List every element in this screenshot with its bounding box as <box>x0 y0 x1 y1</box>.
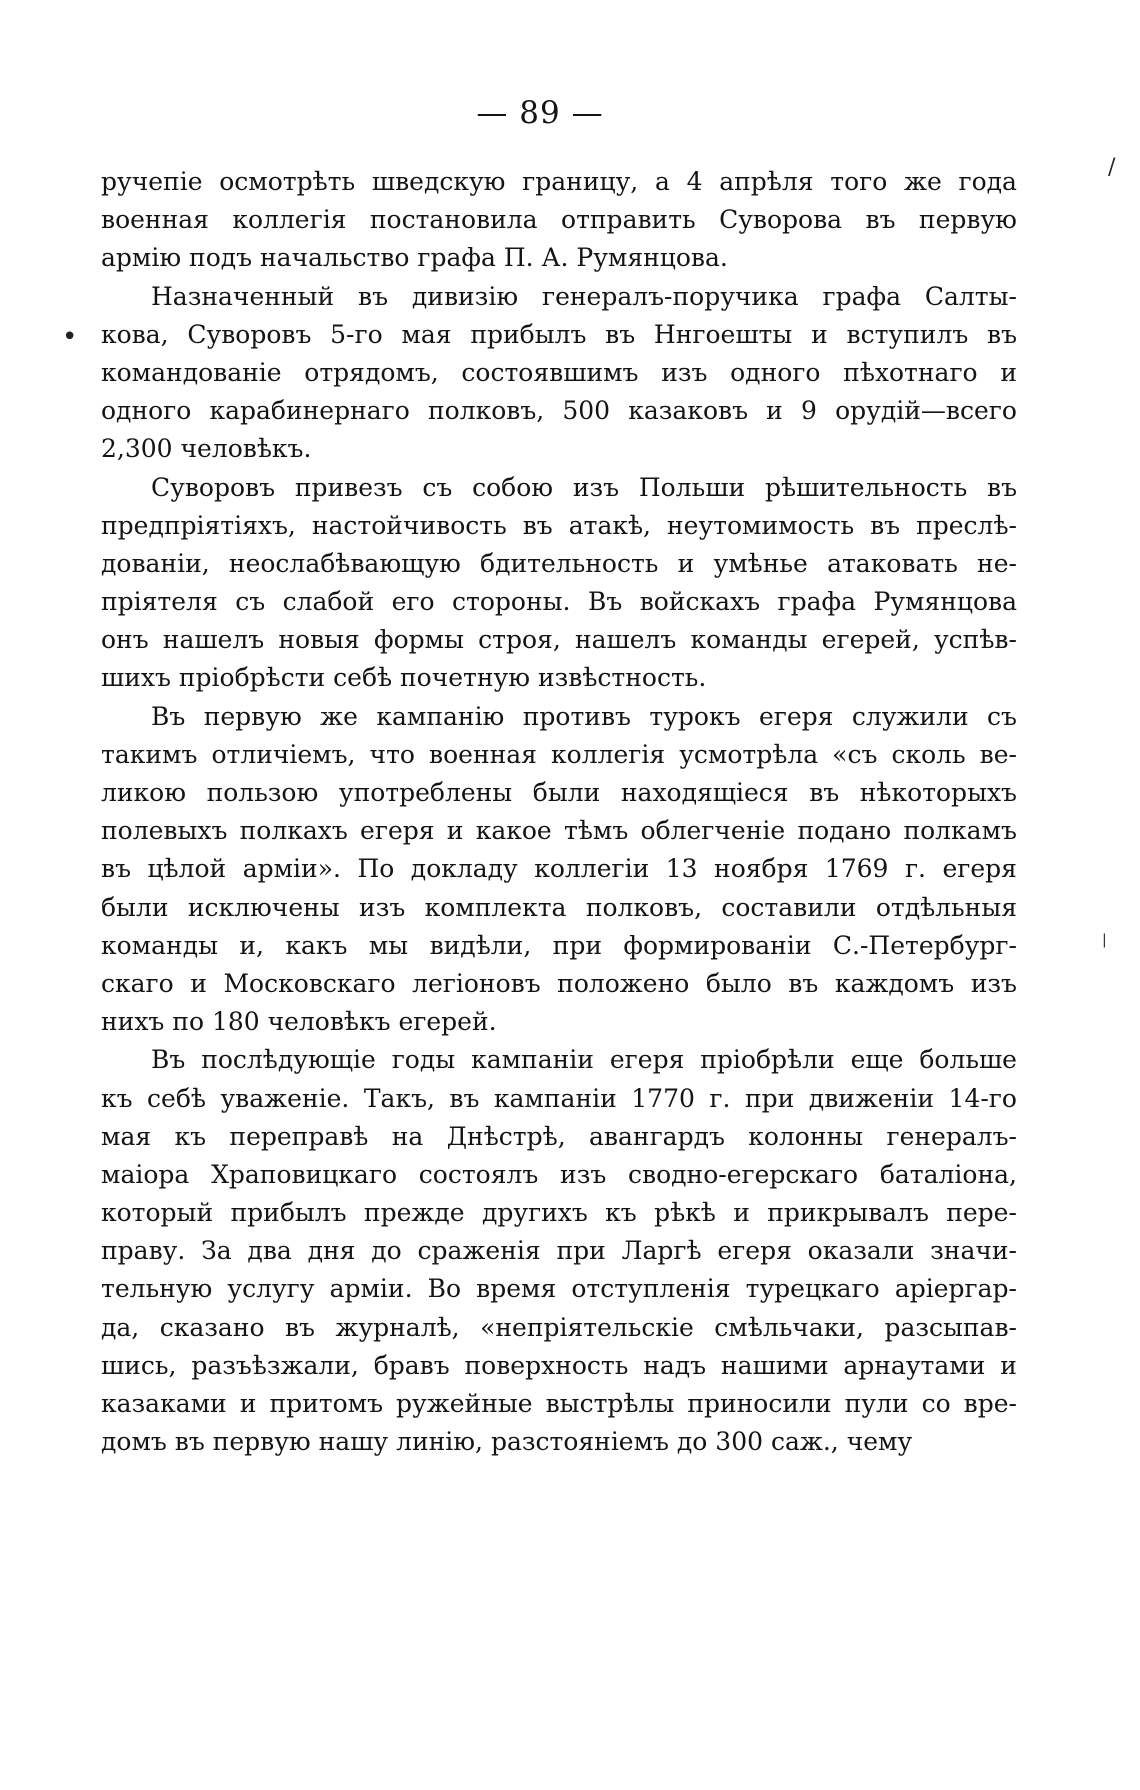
text-line: въ цѣлой арміи». По докладу коллегіи 13 ноября 1769 г. егеря <box>101 854 1017 884</box>
text-line: армію подъ начальство графа П. А. Румянцова. <box>101 243 728 273</box>
paragraph <box>101 698 1017 1042</box>
text-line: были исключены изъ комплекта полковъ, составили отдѣльныя <box>101 892 1017 922</box>
stray-bullet: • <box>62 322 78 352</box>
text-line: праву. За два дня до сраженія при Ларгѣ егеря оказали значи- <box>101 1236 1017 1266</box>
text-line: къ себѣ уваженіе. Такъ, въ кампаніи 1770 г. при движеніи 14-го <box>101 1083 1017 1113</box>
text-line: который прибылъ прежде другихъ къ рѣкѣ и прикрывалъ пере- <box>101 1198 1017 1228</box>
text-line: казаками и притомъ ружейные выстрѣлы приносили пули со вре- <box>101 1389 1017 1418</box>
text-line: пріятеля съ слабой его стороны. Въ войскахъ графа Румянцова <box>101 587 1017 617</box>
text-line: ручепіе осмотрѣть шведскую границу, а 4 апрѣля того же года <box>101 167 1017 196</box>
text-line: тельную услугу арміи. Во время отступленія турецкаго аріергар- <box>101 1274 1017 1304</box>
stray-mark: / <box>1108 155 1116 180</box>
text-line: кова, Суворовъ 5-го мая прибылъ въ Ннгоешты и вступилъ въ <box>101 319 1017 349</box>
text-line: онъ нашелъ новыя формы строя, нашелъ команды егерей, успѣв- <box>101 625 1017 655</box>
text-line: Суворовъ привезъ съ собою изъ Польши рѣшительность въ <box>151 472 1017 502</box>
text-line: шихъ пріобрѣсти себѣ почетную извѣстность. <box>101 663 707 693</box>
paragraph <box>101 1041 1017 1461</box>
stray-mark: | <box>1102 932 1107 948</box>
text-line: команды и, какъ мы видѣли, при формированіи С.-Петербург- <box>101 930 1017 960</box>
text-line: такимъ отличіемъ, что военная коллегія усмотрѣла «съ сколь ве- <box>101 739 1017 769</box>
body-text <box>101 163 1017 1461</box>
text-line: Назначенный въ дивизію генералъ-поручика графа Салты- <box>151 281 1017 311</box>
text-line: дованіи, неослабѣвающую бдительность и умѣнье атаковать не- <box>101 548 1017 578</box>
text-line: да, сказано въ журналѣ, «непріятельскіе смѣльчаки, разсыпав- <box>101 1312 1017 1342</box>
text-line: домъ въ первую нашу линію, разстояніемъ до 300 саж., чему <box>101 1427 913 1457</box>
text-line: ликою пользою употреблены были находящіеся въ нѣкоторыхъ <box>101 778 1017 807</box>
paragraph <box>101 469 1017 698</box>
text-line: скаго и Московскаго легіоновъ положено было въ каждомъ изъ <box>101 968 1017 998</box>
paragraph <box>101 278 1017 469</box>
text-line: маіора Храповицкаго состоялъ изъ сводно-егерскаго баталіона, <box>101 1159 1017 1189</box>
page-number: — 89 — <box>476 95 604 131</box>
text-line: Въ послѣдующіе годы кампаніи егеря пріобрѣли еще больше <box>151 1045 1017 1075</box>
text-line: Въ первую же кампанію противъ турокъ егеря служили съ <box>151 701 1017 731</box>
text-line: шись, разъѣзжали, бравъ поверхность надъ нашими арнаутами и <box>101 1350 1017 1380</box>
text-line: 2,300 человѣкъ. <box>101 434 312 464</box>
text-line: военная коллегія постановила отправить Суворова въ первую <box>101 205 1017 235</box>
text-line: нихъ по 180 человѣкъ егерей. <box>101 1007 497 1037</box>
paragraph <box>101 163 1017 278</box>
text-line: одного карабинернаго полковъ, 500 казаковъ и 9 орудій—всего <box>101 396 1017 426</box>
text-line: предпріятіяхъ, настойчивость въ атакѣ, неутомимость въ преслѣ- <box>101 510 1017 540</box>
text-line: командованіе отрядомъ, состоявшимъ изъ одного пѣхотнаго и <box>101 357 1017 387</box>
text-line: мая къ переправѣ на Днѣстрѣ, авангардъ колонны генералъ- <box>101 1121 1017 1151</box>
text-line: полевыхъ полкахъ егеря и какое тѣмъ облегченіе подано полкамъ <box>101 816 1017 846</box>
